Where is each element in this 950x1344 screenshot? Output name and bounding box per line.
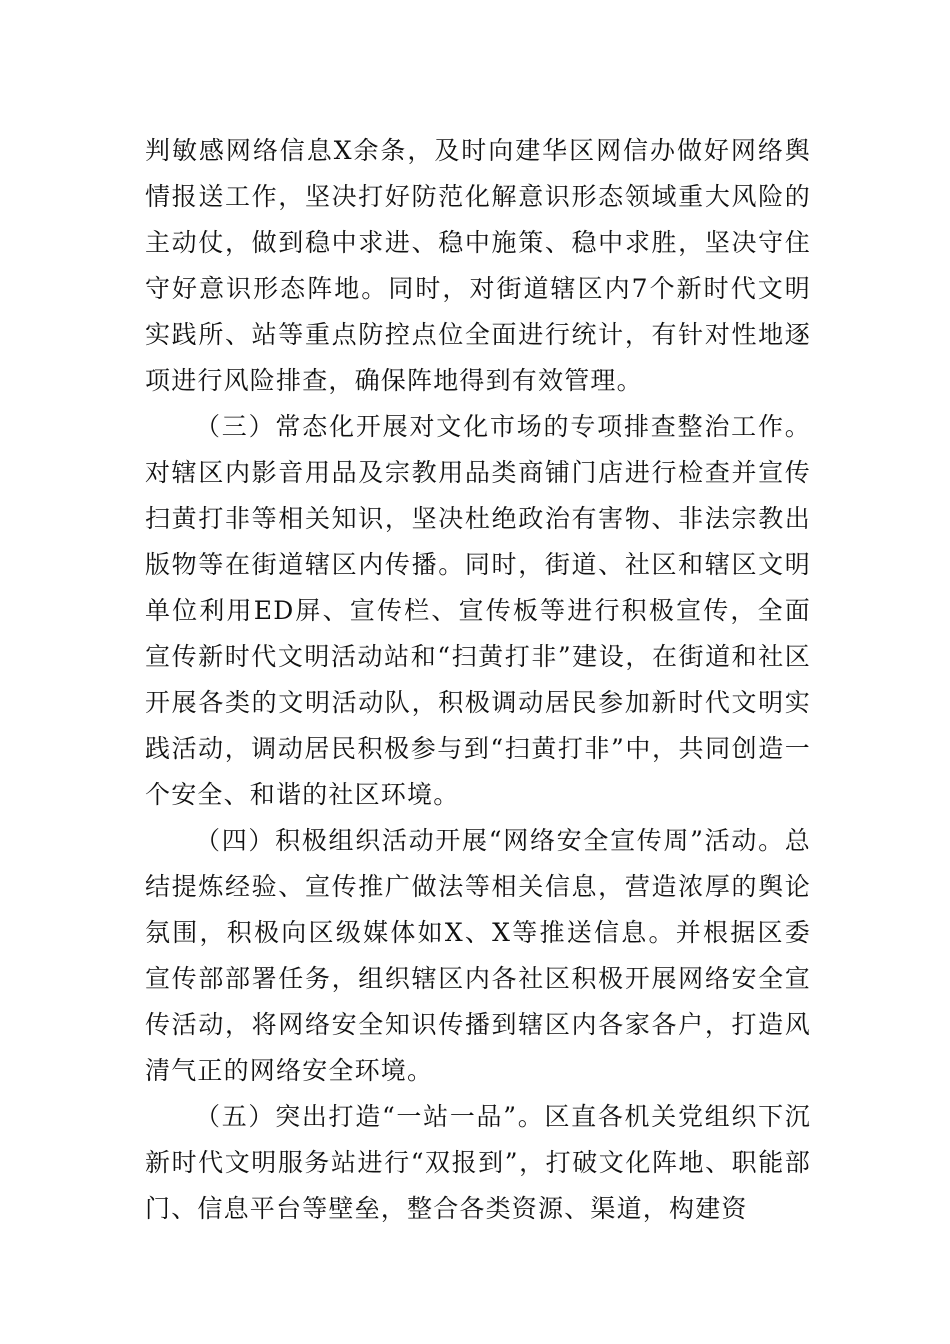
paragraph-section-3: （三）常态化开展对文化市场的专项排查整治工作。对辖区内影音用品及宗教用品类商铺门店进行检查并宣传扫黄打非等相关知识，坚决杜绝政治有害物、非法宗教出版物等在街道辖区内传播。同时，街道、社区和辖区文明单位利用ED屏、宣传栏、宣传板等进行积极宣传，全面宣传新时代文明活动站和“扫黄打非”建设，在街道和社区开展各类的文明活动队，积极调动居民参加新时代文明实践活动，调动居民积极参与到“扫黄打非”中，共同创造一个安全、和谐的社区环境。 [145, 412, 811, 809]
paragraph-section-5: （五）突出打造“一站一品”。区直各机关党组织下沉新时代文明服务站进行“双报到”，打破文化阵地、职能部门、信息平台等壁垒，整合各类资源、渠道，构建资 [145, 1102, 811, 1223]
document-body [145, 128, 811, 1232]
paragraph-continuation: 判敏感网络信息X余条，及时向建华区网信办做好网络舆情报送工作，坚决打好防范化解意识形态领域重大风险的主动仗，做到稳中求进、稳中施策、稳中求胜，坚决守住守好意识形态阵地。同时，对街道辖区内7个新时代文明实践所、站等重点防控点位全面进行统计，有针对性地逐项进行风险排查，确保阵地得到有效管理。 [145, 136, 811, 395]
paragraph-section-4: （四）积极组织活动开展“网络安全宣传周”活动。总结提炼经验、宣传推广做法等相关信息，营造浓厚的舆论氛围，积极向区级媒体如X、X等推送信息。并根据区委宣传部部署任务，组织辖区内各社区积极开展网络安全宣传活动，将网络安全知识传播到辖区内各家各户，打造风清气正的网络安全环境。 [145, 826, 811, 1085]
